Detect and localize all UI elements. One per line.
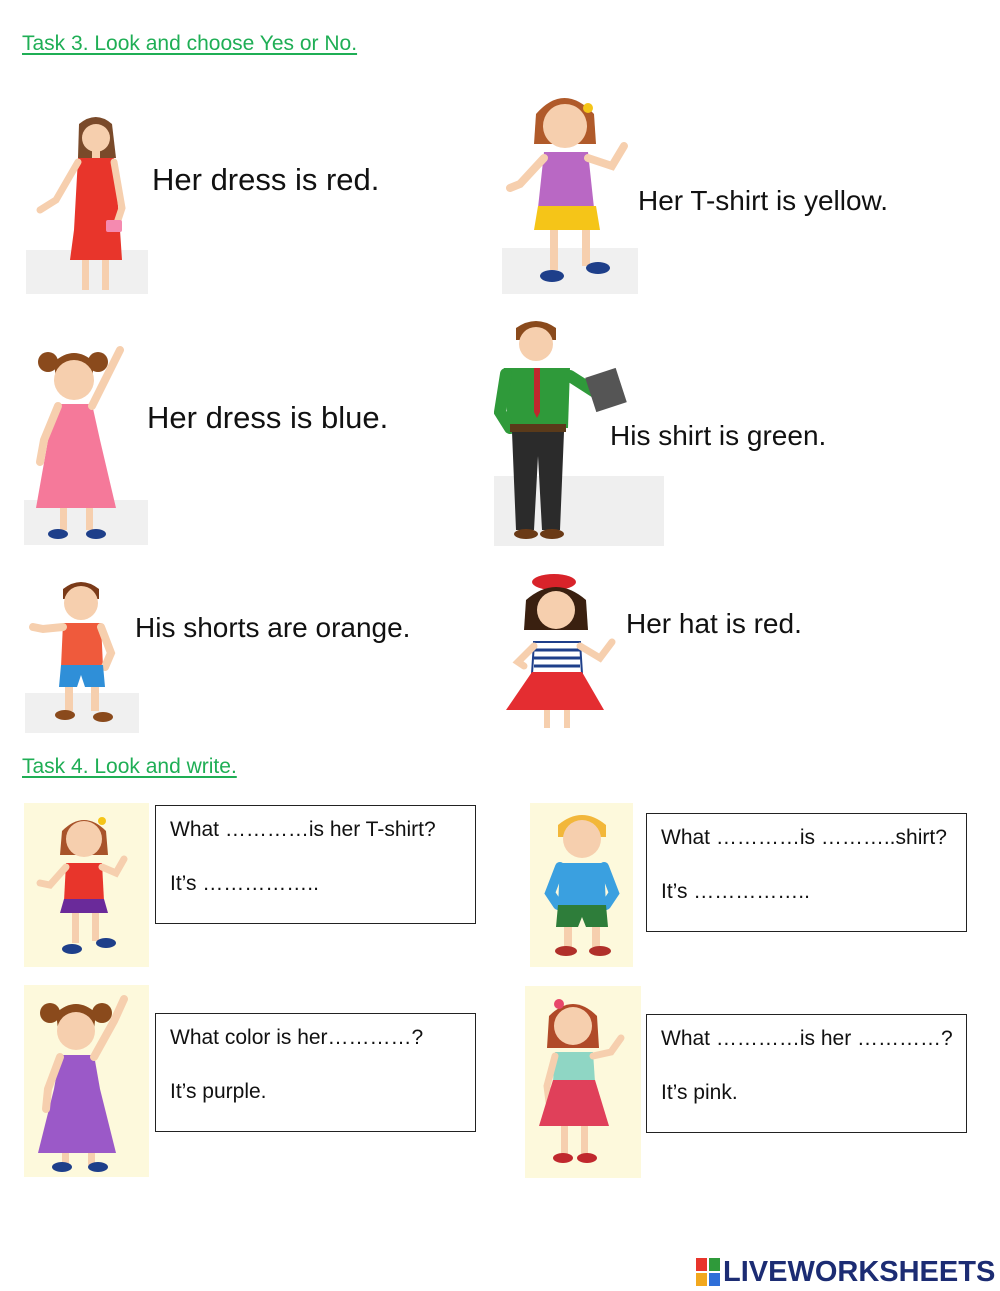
task3-sentence-1: Her dress is red.: [152, 162, 380, 197]
girl-red-dress-image: [26, 110, 148, 294]
brand-name: LIVEWORKSHEETS: [723, 1255, 996, 1288]
task3-sentence-3: Her dress is blue.: [147, 400, 389, 435]
answer-text: It’s pink.: [661, 1081, 738, 1104]
question-text: What …………is ………..shirt?: [661, 826, 947, 849]
task3-sentence-2: Her T-shirt is yellow.: [638, 185, 888, 216]
answer-text: It’s purple.: [170, 1080, 267, 1103]
girl-red-hat-image: [500, 570, 624, 732]
answer-text: It’s ……………..: [170, 872, 319, 895]
liveworksheets-logo-icon: [696, 1258, 720, 1286]
question-box-2: [646, 813, 967, 932]
task3-sentence-6: Her hat is red.: [626, 608, 802, 639]
task4-title: Task 4. Look and write.: [22, 755, 237, 778]
boy-blue-shirt-image: [530, 803, 633, 967]
girl-pink-tshirt-image: [502, 88, 638, 294]
liveworksheets-logo: [696, 1254, 995, 1290]
task3-sentence-5: His shorts are orange.: [135, 612, 411, 643]
question-box-4: [646, 1014, 967, 1133]
girl-pink-skirt-image: [525, 986, 641, 1178]
question-text: What …………is her T-shirt?: [170, 818, 436, 841]
boy-blue-shorts-image: [25, 575, 139, 733]
girl-purple-dress-image: [24, 985, 149, 1177]
task3-title: Task 3. Look and choose Yes or No.: [22, 32, 358, 55]
question-text: What …………is her …………?: [661, 1027, 953, 1050]
task3-sentence-4: His shirt is green.: [610, 420, 827, 451]
question-text: What color is her…………?: [170, 1026, 424, 1049]
question-box-1: [155, 805, 476, 924]
question-box-3: [155, 1013, 476, 1132]
girl-pink-dress-image: [24, 340, 148, 545]
answer-text: It’s ……………..: [661, 880, 810, 903]
girl-red-tshirt-image: [24, 803, 149, 967]
